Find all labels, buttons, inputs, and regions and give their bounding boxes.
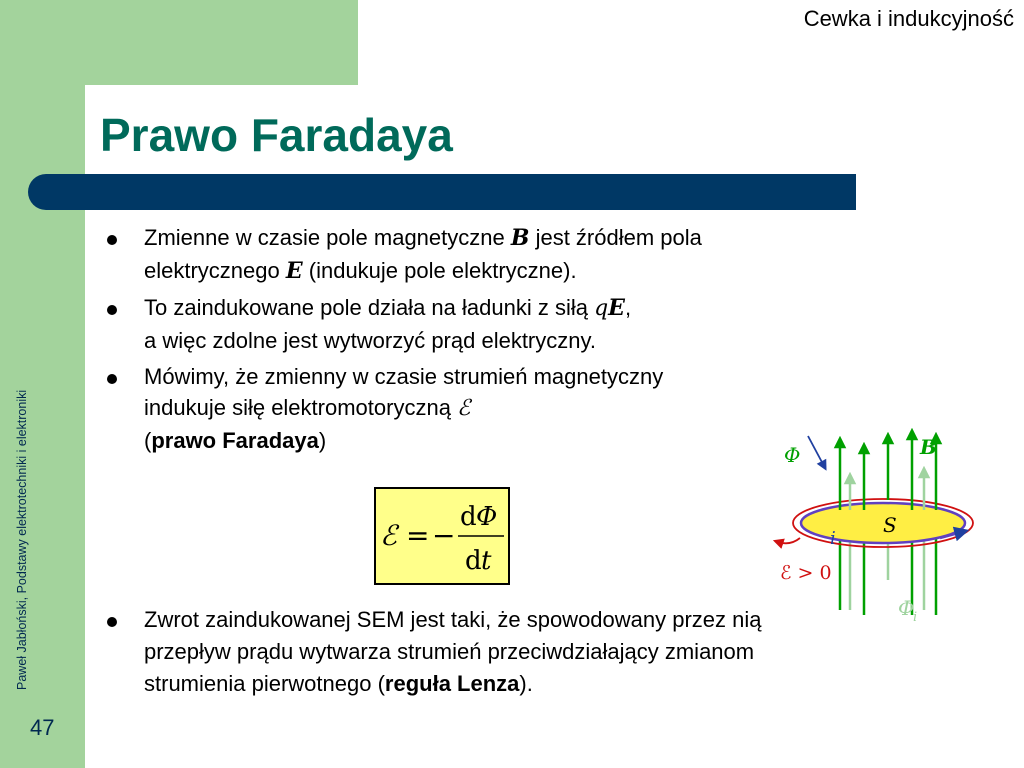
symbol-emf: ℰ [457,396,471,422]
bullet-3-paren-close: ) [318,428,327,454]
symbol-b: B [510,225,530,251]
surface-label: S [883,513,897,537]
bullet-2-text-c: a więc zdolne jest wytworzyć prąd elektryczny. [144,327,596,353]
bullet-1 [103,222,803,288]
bullet-dot [107,617,117,627]
bullet-dot [107,305,117,315]
loop-direction-arrow [778,538,800,543]
bullet-1-text-c: (indukuje pole elektryczne). [302,257,577,283]
topic-label: Cewka i indukcyjność [803,6,1014,31]
emf-positive-label: ℰ > 0 [780,562,832,584]
bullet-1-text-b: jest źródłem pola elektrycznego [144,225,702,283]
formula-den-t: t [481,546,492,576]
slide-title: Prawo Faradaya [100,109,453,161]
formula-equals: = [406,519,430,552]
bullet-4-text: Zwrot zaindukowanej SEM jest taki, że spowodowany przez nią przepływ prądu wytwarza strumień przeciwdziałający zmianom strumienia pierwotnego ( [144,607,762,696]
bullet-2-text-b: , [624,294,632,320]
formula-num-phi: Φ [476,502,498,532]
b-field-label: B [920,435,937,459]
induced-flux-subscript: i [913,610,918,625]
author-course-label: Paweł Jabłoński, Podstawy elektrotechniki i elektroniki [15,389,29,690]
bullet-3-text-a: Mówimy, że zmienny w czasie strumień magnetyczny indukuje siłę elektromotoryczną [144,363,664,421]
side-band [0,0,85,768]
rule-name: reguła Lenza [384,670,520,696]
formula-emf: ℰ [380,519,397,552]
bullet-dot [107,235,117,245]
page-number: 47 [30,715,55,740]
bullet-dot [107,374,117,384]
bullet-4-close: ). [519,670,533,696]
faraday-diagram [770,420,1020,630]
law-name: prawo Faradaya [151,428,319,454]
symbol-e: E [285,257,303,284]
bullet-list [103,222,803,696]
faraday-formula [376,489,508,583]
symbol-q: q [594,295,609,321]
bullet-4 [103,604,824,700]
current-label: i [830,528,836,549]
symbol-e: E [608,294,625,321]
bullet-1-text-a: Zmienne w czasie pole magnetyczne [144,225,511,250]
flux-label: Φ [784,443,801,467]
induced-flux-label: Φ [898,596,915,620]
bullet-2-text-a: To zaindukowane pole działa na ładunki z siłą [144,294,595,320]
bullet-3-paren-open: ( [144,428,152,454]
formula-minus: − [432,519,456,552]
title-underline-bar [28,174,856,210]
flux-pointer-arrow [808,436,824,466]
formula-den-d: d [465,546,482,576]
faraday-formula-box [374,487,510,585]
formula-num-d: d [460,502,477,532]
bullet-2 [103,292,803,357]
faraday-diagram-svg [770,420,1020,630]
bullet-3 [103,361,744,458]
